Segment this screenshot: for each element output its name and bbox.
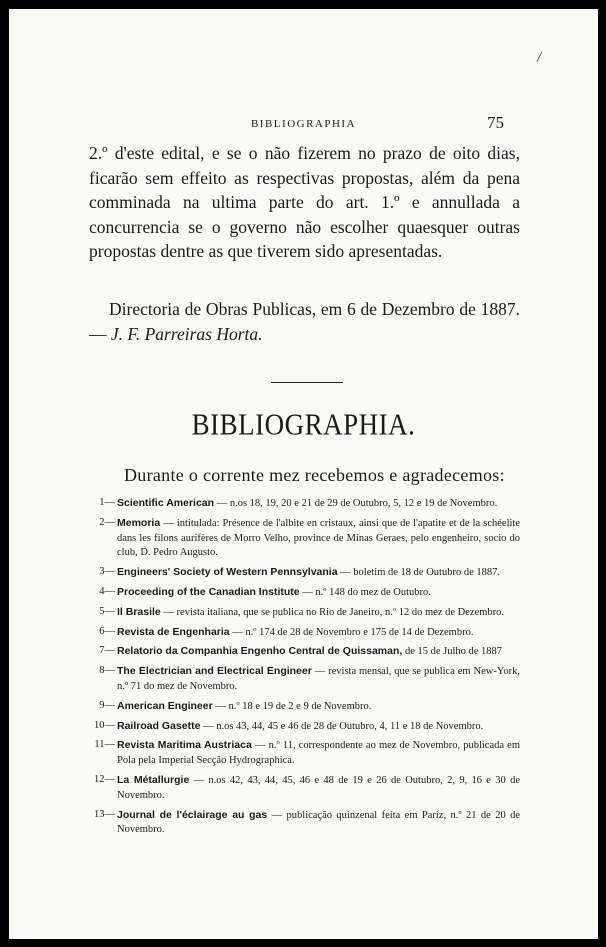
list-item <box>89 699 520 715</box>
entry-detail: de 15 de Julho de 1887 <box>402 646 503 658</box>
entry-title: Journal de l'éclairage au gas <box>117 808 268 821</box>
list-item <box>89 719 520 735</box>
list-item <box>89 605 520 621</box>
entry-number: 12— <box>94 773 115 785</box>
signature: J. F. Parreiras Horta. <box>110 323 263 344</box>
entry-detail: — publicação quinzenal feita em Pariz, n.º 21 de 20 de Novembro. <box>117 809 521 836</box>
entry-title: Engineers' Society of Western Pennsylvania <box>117 566 338 579</box>
section-intro: Durante o corrente mez recebemos e agradecemos: <box>124 465 505 485</box>
entry-title: Scientific American <box>117 497 215 509</box>
entry-number: 3— <box>99 566 115 578</box>
entry-number: 5— <box>99 605 115 617</box>
running-title: BIBLIOGRAPHIA <box>250 118 357 130</box>
list-item <box>89 496 520 512</box>
continuation-paragraph: 2.º d'este edital, e se o não fizerem no prazo de oito dias, ficarão sem effeito as respectivas propostas, além da pena comminada na ultima parte do art. 1.º e annullada a concurrencia se o governo não escolher quaesquer outras propostas dentre as que tiverem sido apresentadas. <box>89 143 520 262</box>
entry-number: 4— <box>99 585 115 597</box>
entry-number: 11— <box>94 739 115 751</box>
list-item <box>89 625 520 641</box>
page-number: 75 <box>487 113 504 132</box>
entry-number: 8— <box>99 665 115 677</box>
entry-number: 13— <box>94 808 115 820</box>
entry-title: Revista Maritima Austriaca <box>117 739 252 752</box>
list-item <box>89 565 520 581</box>
list-item <box>89 664 520 695</box>
entry-detail: — intitulada: Présence de l'albite en cristaux, ainsi que de l'apatite et de la schéelite dans les filons aurifères de Morro Velho, province de Minas Geraes, pelo engenheiro, socio do club, D. Pedro Augusto. <box>117 517 520 559</box>
entry-title: The Electrician and Electrical Engineer <box>117 665 312 678</box>
entry-detail: — n.os 42, 43, 44, 45, 46 e 48 de 19 e 26 de Outubro, 2, 9, 16 e 30 de Novembro. <box>117 774 520 801</box>
list-item <box>89 516 520 561</box>
list-item <box>89 585 520 601</box>
entry-number: 1— <box>99 497 115 508</box>
entry-detail: — boletim de 18 de Outubro de 1887. <box>337 567 500 579</box>
entry-number: 6— <box>99 625 115 637</box>
entry-detail: — revista italiana, que se publica no Rio de Janeiro, n.º 12 do mez de Dezembro. <box>160 606 505 618</box>
entry-number: 2— <box>99 516 115 528</box>
entry-number: 7— <box>99 645 115 657</box>
entry-detail: — n.os 18, 19, 20 e 21 de 29 de Outubro, 5, 12 e 19 de Novembro. <box>214 498 498 509</box>
entry-detail: — revista mensal, que se publica em New-York, n.º 71 do mez de Novembro. <box>117 666 520 692</box>
entry-title: Il Brasile <box>117 605 161 618</box>
closing-text: Directoria de Obras Publicas, em 6 de Dezembro de 1887.— <box>89 299 520 344</box>
section-title: BIBLIOGRAPHIA. <box>191 407 416 442</box>
margin-mark: / <box>535 48 543 67</box>
entry-detail: — n.º 18 e 19 de 2 e 9 de Novembro. <box>212 700 372 712</box>
entry-title: Memoria <box>117 516 161 529</box>
entry-title: American Engineer <box>117 699 213 712</box>
entry-title: Railroad Gasette <box>117 719 201 732</box>
list-item <box>89 644 520 660</box>
list-item <box>89 738 520 769</box>
entry-detail: — n.º 11, correspondente ao mez de Novembro, publicada em Pola pela Imperial Secção Hydrographica. <box>117 740 520 767</box>
entry-title: Proceeding of the Canadian Institute <box>117 585 300 598</box>
bibliography-list <box>89 496 520 842</box>
list-item <box>89 773 520 804</box>
entry-detail: — n.º 174 de 28 de Novembro e 175 de 14 de Dezembro. <box>229 626 474 638</box>
entry-number: 9— <box>99 699 115 711</box>
entry-title: La Métallurgie <box>117 773 190 786</box>
entry-number: 10— <box>94 719 115 731</box>
entry-detail: — n.º 148 do mez de Outubro. <box>299 586 431 598</box>
list-item <box>89 808 520 839</box>
page <box>9 9 598 939</box>
section-divider <box>271 382 343 383</box>
closing-paragraph <box>89 297 520 346</box>
entry-detail: — n.os 43, 44, 45 e 46 de 28 de Outubro, 4, 11 e 18 de Novembro. <box>200 720 484 732</box>
entry-title: Relatorio da Companhia Engenho Central de Quissaman, <box>117 645 403 658</box>
entry-title: Revista de Engenharia <box>117 625 230 638</box>
